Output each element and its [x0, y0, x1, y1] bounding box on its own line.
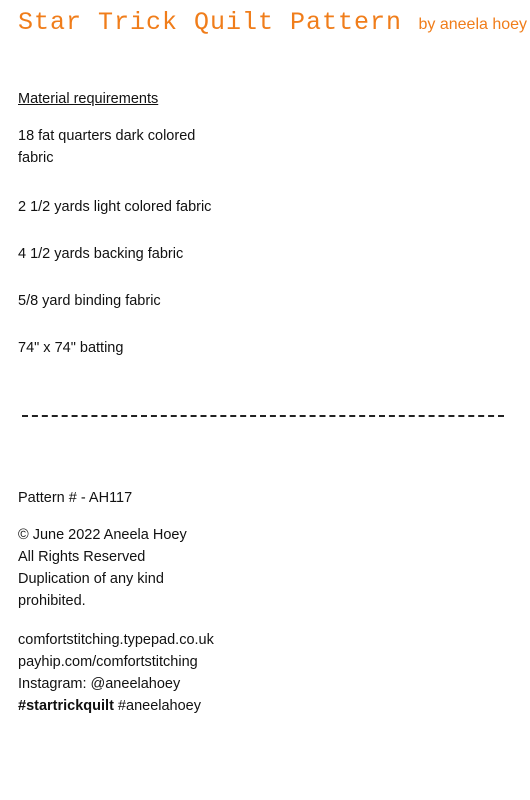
material-item: [18, 125, 195, 169]
hashtag-aneelahoey: #aneelahoey: [113, 698, 201, 714]
instagram-handle: Instagram: @aneelahoey: [18, 676, 181, 692]
material-item-line: 18 fat quarters dark colored: [18, 128, 196, 144]
copyright-line: All Rights Reserved: [18, 549, 146, 565]
material-item: 4 1/2 yards backing fabric: [18, 246, 184, 262]
copyright-block: [18, 524, 187, 612]
material-item-line: fabric: [18, 150, 54, 166]
copyright-line: © June 2022 Aneela Hoey: [18, 527, 187, 543]
material-item: 2 1/2 yards light colored fabric: [18, 199, 212, 215]
dashed-divider: [22, 415, 504, 417]
material-item: 74" x 74" batting: [18, 340, 124, 356]
page-title: Star Trick Quilt Pattern: [18, 8, 403, 37]
copyright-line: prohibited.: [18, 593, 86, 609]
title-row: [18, 8, 527, 37]
pattern-number: Pattern # - AH117: [18, 490, 133, 506]
shop-link[interactable]: payhip.com/comfortstitching: [18, 654, 198, 670]
hashtag-startrickquilt: #startrickquilt: [18, 698, 114, 714]
copyright-line: Duplication of any kind: [18, 571, 164, 587]
material-item: 5/8 yard binding fabric: [18, 293, 161, 309]
author-byline: by aneela hoey: [418, 16, 528, 33]
website-link[interactable]: comfortstitching.typepad.co.uk: [18, 632, 214, 648]
materials-heading: Material requirements: [18, 91, 159, 107]
links-block: [18, 629, 214, 717]
